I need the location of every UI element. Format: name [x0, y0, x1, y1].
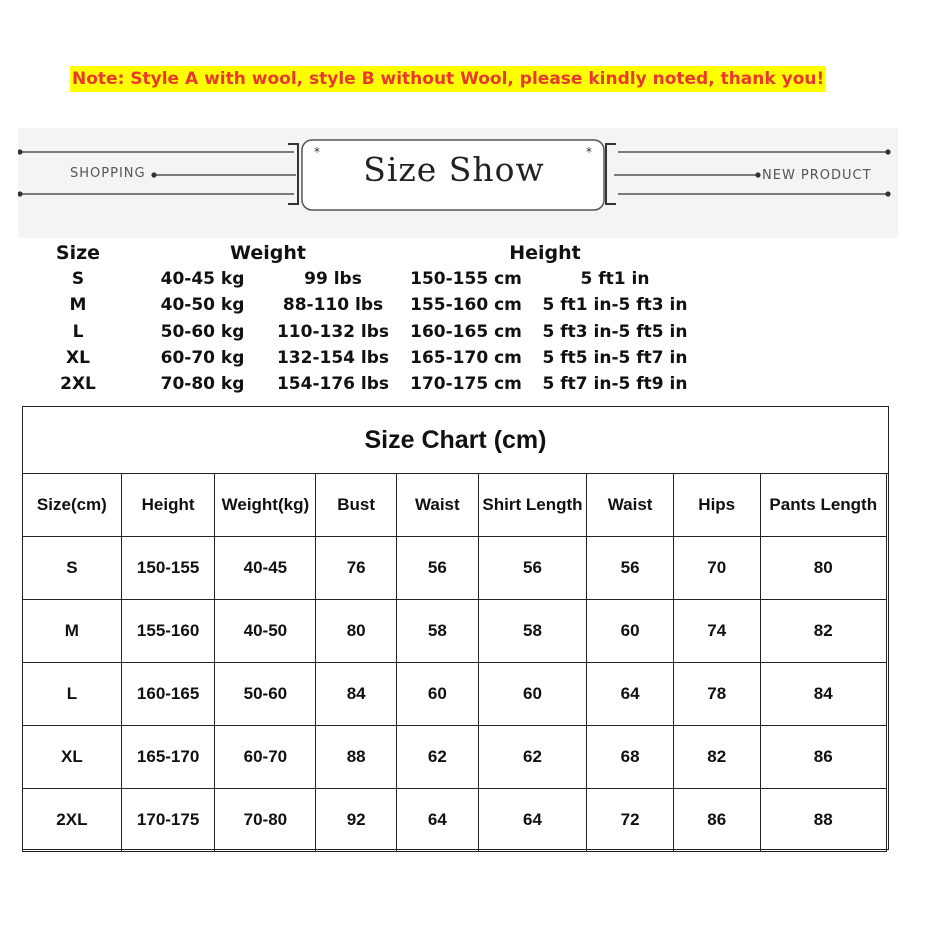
size-list-size: S — [71, 269, 85, 289]
banner-left-label: SHOPPING — [70, 166, 146, 181]
size-chart-cell: 64 — [478, 789, 587, 852]
size-chart-cell: 74 — [673, 600, 760, 663]
size-chart-column-header: Size(cm) — [23, 474, 122, 537]
size-list-weight-lbs: 88-110 lbs — [282, 295, 384, 316]
size-list-height-ft: 5 ft7 in-5 ft9 in — [542, 374, 688, 395]
size-chart-cell: 64 — [587, 663, 674, 726]
size-chart-cell: 84 — [316, 663, 397, 726]
size-chart-cell: 60-70 — [215, 726, 316, 789]
size-chart-cell: 86 — [760, 726, 886, 789]
size-list-header-weight: Weight — [230, 242, 306, 264]
size-show-banner — [18, 128, 898, 238]
size-chart-column-header: Bust — [316, 474, 397, 537]
size-chart-header-row — [23, 474, 887, 537]
size-chart-cell: 64 — [396, 789, 478, 852]
size-chart-cell: 88 — [760, 789, 886, 852]
banner-right-label: NEW PRODUCT — [762, 168, 872, 183]
size-chart-cell: XL — [23, 726, 122, 789]
size-chart-cell: 80 — [760, 537, 886, 600]
size-list-height-ft: 5 ft5 in-5 ft7 in — [542, 347, 688, 368]
size-chart-cell: L — [23, 663, 122, 726]
size-list-weight-lbs: 132-154 lbs — [276, 347, 390, 368]
table-row — [23, 663, 887, 726]
size-chart-cell: 60 — [478, 663, 587, 726]
size-chart-cell: 58 — [396, 600, 478, 663]
size-list-height-ft: 5 ft1 in — [580, 269, 650, 289]
size-chart-cell: 76 — [316, 537, 397, 600]
style-note: Note: Style A with wool, style B without Wool, please kindly noted, thank you! — [70, 66, 826, 92]
table-row — [23, 537, 887, 600]
size-chart-cell: 40-45 — [215, 537, 316, 600]
size-chart-column-header: Hips — [673, 474, 760, 537]
size-list-height-ft: 5 ft1 in-5 ft3 in — [542, 295, 688, 316]
size-list-size: 2XL — [60, 374, 96, 395]
size-chart-cell: 56 — [587, 537, 674, 600]
size-list-height-ft: 5 ft3 in-5 ft5 in — [542, 321, 688, 342]
size-list-weight-kg: 60-70 kg — [160, 347, 245, 368]
size-chart-cell: 88 — [316, 726, 397, 789]
size-chart-column-header: Waist — [587, 474, 674, 537]
size-list-weight-lbs: 154-176 lbs — [276, 374, 390, 395]
size-chart-table — [22, 473, 887, 852]
size-chart-cell: 2XL — [23, 789, 122, 852]
size-list-height-cm: 150-155 cm — [410, 269, 522, 289]
size-list-height-cm: 155-160 cm — [410, 295, 522, 316]
size-chart-cell: 160-165 — [121, 663, 215, 726]
size-chart-cell: 70 — [673, 537, 760, 600]
size-chart-cell: S — [23, 537, 122, 600]
table-row — [23, 789, 887, 852]
size-chart-cell: 165-170 — [121, 726, 215, 789]
size-chart-cell: 50-60 — [215, 663, 316, 726]
size-chart-cell: 82 — [760, 600, 886, 663]
size-chart-cell: 92 — [316, 789, 397, 852]
size-chart — [22, 406, 889, 850]
size-list-header-size: Size — [55, 242, 101, 264]
size-list-weight-lbs: 99 lbs — [304, 269, 362, 289]
size-list-size: XL — [66, 347, 90, 368]
size-chart-cell: 60 — [587, 600, 674, 663]
svg-text:*: * — [314, 145, 320, 159]
size-chart-cell: 170-175 — [121, 789, 215, 852]
size-chart-cell: 78 — [673, 663, 760, 726]
size-list-weight-kg: 70-80 kg — [160, 374, 245, 395]
size-chart-cell: 58 — [478, 600, 587, 663]
banner-title: Size Show — [363, 150, 545, 189]
size-chart-column-header: Height — [121, 474, 215, 537]
size-chart-title: Size Chart (cm) — [23, 407, 888, 474]
size-chart-cell: 150-155 — [121, 537, 215, 600]
svg-text:*: * — [586, 145, 592, 159]
size-chart-column-header: Pants Length — [760, 474, 886, 537]
size-chart-cell: 60 — [396, 663, 478, 726]
size-chart-cell: 155-160 — [121, 600, 215, 663]
size-chart-cell: 56 — [478, 537, 587, 600]
size-chart-cell: 82 — [673, 726, 760, 789]
table-row — [23, 600, 887, 663]
size-chart-cell: 86 — [673, 789, 760, 852]
size-list-weight-kg: 50-60 kg — [160, 321, 245, 342]
size-chart-cell: 40-50 — [215, 600, 316, 663]
size-chart-cell: 68 — [587, 726, 674, 789]
size-list-size: L — [72, 321, 84, 342]
size-chart-column-header: Waist — [396, 474, 478, 537]
size-chart-cell: 62 — [396, 726, 478, 789]
size-list-weight-kg: 40-50 kg — [160, 295, 245, 316]
size-list-weight-lbs: 110-132 lbs — [276, 321, 390, 342]
size-chart-column-header: Shirt Length — [478, 474, 587, 537]
size-chart-cell: 80 — [316, 600, 397, 663]
size-chart-cell: 70-80 — [215, 789, 316, 852]
size-list-height-cm: 170-175 cm — [410, 374, 522, 395]
size-chart-cell: 62 — [478, 726, 587, 789]
size-chart-cell: 72 — [587, 789, 674, 852]
size-list-header-height: Height — [509, 242, 581, 264]
size-chart-cell: 56 — [396, 537, 478, 600]
size-list-height-cm: 160-165 cm — [410, 321, 522, 342]
size-chart-column-header: Weight(kg) — [215, 474, 316, 537]
size-list-height-cm: 165-170 cm — [410, 347, 522, 368]
size-list-weight-kg: 40-45 kg — [160, 269, 245, 289]
size-chart-cell: 84 — [760, 663, 886, 726]
size-chart-cell: M — [23, 600, 122, 663]
size-list-size: M — [69, 295, 87, 316]
table-row — [23, 726, 887, 789]
